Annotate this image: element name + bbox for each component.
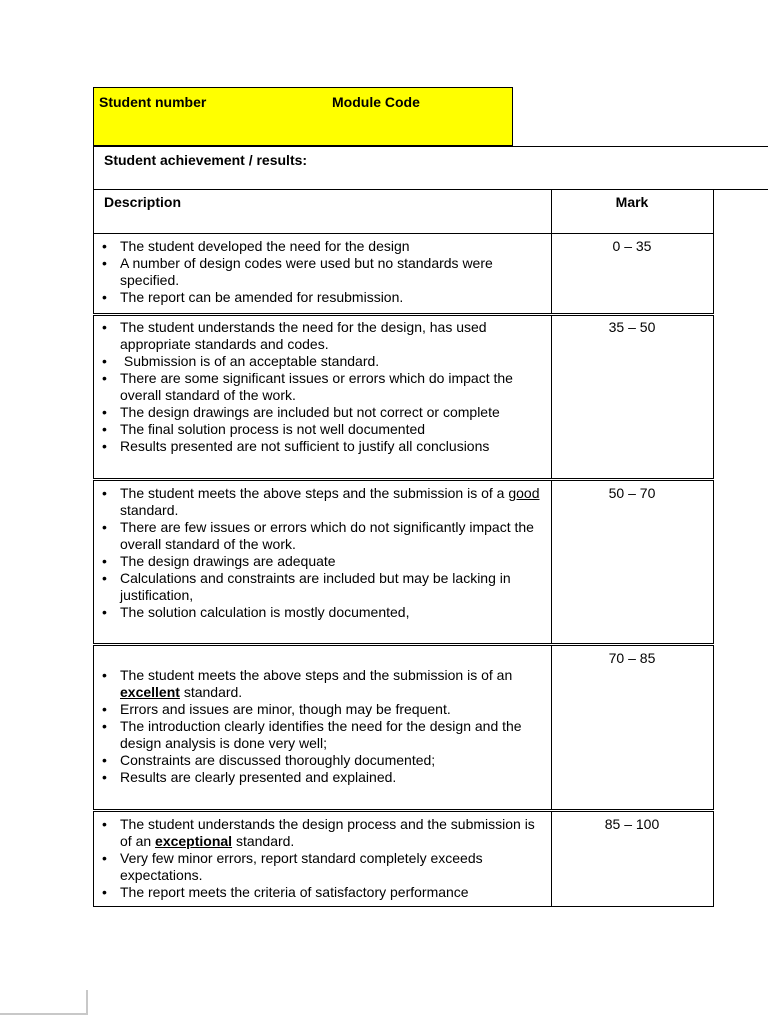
list-item: • The student meets the above steps and the submission is of an excellent standard. [94, 667, 543, 701]
list-item: • The report can be amended for resubmission. [94, 289, 543, 306]
list-item: • Constraints are discussed thoroughly documented; [94, 752, 543, 769]
list-item: • The student meets the above steps and the submission is of a good standard. [94, 485, 543, 519]
list-item: • The solution calculation is mostly documented, [94, 604, 543, 621]
criteria-list [94, 816, 543, 901]
list-item: • Calculations and constraints are included but may be lacking in justification, [94, 570, 543, 604]
mark-range: 70 – 85 [608, 650, 656, 666]
criteria-cell-0-35 [93, 234, 552, 314]
description-header-cell [93, 189, 552, 234]
list-item: • Results are clearly presented and explained. [94, 769, 543, 786]
mark-range: 50 – 70 [608, 485, 656, 501]
criteria-list [94, 238, 543, 306]
mark-cell-50-70 [551, 480, 714, 644]
list-item: • The student developed the need for the design [94, 238, 543, 255]
mark-range: 85 – 100 [604, 816, 660, 832]
criteria-list [94, 319, 543, 455]
list-item: • The design drawings are included but not correct or complete [94, 404, 543, 421]
mark-header-cell [551, 189, 714, 234]
list-item: • Very few minor errors, report standard completely exceeds expectations. [94, 850, 543, 884]
list-item: • The design drawings are adequate [94, 553, 543, 570]
description-header: Description [104, 194, 182, 210]
achievement-title: Student achievement / results: [104, 152, 308, 168]
module-code-label: Module Code [332, 94, 420, 110]
list-item: • There are few issues or errors which do not significantly impact the overall standard of the work. [94, 519, 543, 553]
page-corner-mark [0, 990, 88, 1015]
criteria-list [94, 485, 543, 621]
module-code-header-cell [322, 87, 513, 121]
list-item: • The report meets the criteria of satisfactory performance [94, 884, 543, 901]
mark-header: Mark [615, 194, 649, 210]
mark-cell-70-85 [551, 645, 714, 810]
mark-cell-0-35 [551, 234, 714, 314]
mark-cell-85-100 [551, 811, 714, 907]
list-item: • The student understands the design process and the submission is of an exceptional standard. [94, 816, 543, 850]
mark-range: 35 – 50 [608, 319, 656, 335]
criteria-cell-50-70 [93, 480, 552, 644]
student-number-field[interactable] [93, 120, 323, 146]
list-item: • A number of design codes were used but no standards were specified. [94, 255, 543, 289]
mark-cell-35-50 [551, 315, 714, 479]
mark-range: 0 – 35 [612, 238, 652, 254]
list-item: • The final solution process is not well documented [94, 421, 543, 438]
list-item: • Submission is of an acceptable standard. [94, 353, 543, 370]
criteria-cell-70-85 [93, 645, 552, 810]
list-item: • The student understands the need for the design, has used appropriate standards and codes. [94, 319, 543, 353]
list-item: • The introduction clearly identifies the need for the design and the design analysis is done very well; [94, 718, 543, 752]
criteria-cell-35-50 [93, 315, 552, 479]
criteria-list [94, 667, 543, 786]
student-number-header-cell [93, 87, 323, 121]
list-item: • Results presented are not sufficient to justify all conclusions [94, 438, 543, 455]
module-code-field[interactable] [322, 120, 513, 146]
criteria-cell-85-100 [93, 811, 552, 907]
list-item: • Errors and issues are minor, though may be frequent. [94, 701, 543, 718]
list-item: • There are some significant issues or errors which do impact the overall standard of the work. [94, 370, 543, 404]
achievement-title-row [93, 146, 768, 190]
student-number-label: Student number [99, 94, 207, 110]
